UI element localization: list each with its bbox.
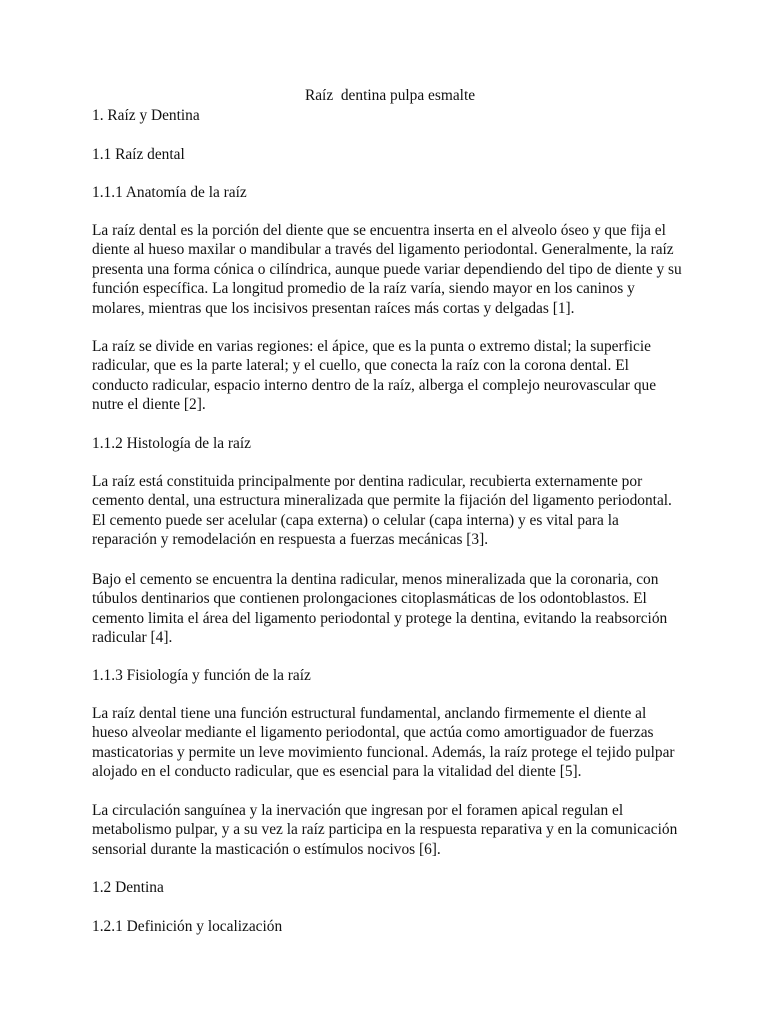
heading-definicion-y-localizacion: 1.2.1 Definición y localización xyxy=(92,918,283,935)
paragraph-fisiologia-2: La circulación sanguínea y la inervación que ingresan por el foramen apical regulan el metabolismo pulpar, y a su vez la raíz participa en la respuesta reparativa y en la comunicación sensorial durante la masticación o estímulos nocivos [6]. xyxy=(92,802,678,858)
paragraph-anatomia-1: La raíz dental es la porción del diente que se encuentra inserta en el alveolo óseo y que fija el diente al hueso maxilar o mandibular a través del ligamento periodontal. Generalmente, la raíz presenta una forma cónica o cilíndrica, aunque puede variar dependiendo del tipo de diente y su función específica. La longitud promedio de la raíz varía, siendo mayor en los caninos y molares, mientras que los incisivos presentan raíces más cortas y delgadas [1]. xyxy=(92,222,682,317)
document-title: Raíz dentina pulpa esmalte xyxy=(304,87,476,104)
heading-dentina: 1.2 Dentina xyxy=(92,879,164,896)
heading-raiz-y-dentina: 1. Raíz y Dentina xyxy=(92,107,200,124)
paragraph-histologia-1: La raíz está constituida principalmente por dentina radicular, recubierta externamente por cemento dental, una estructura mineralizada que permite la fijación del ligamento periodontal. El cemento puede ser acelular (capa externa) o celular (capa interna) y es vital para la reparación y remodelación en respuesta a fuerzas mecánicas [3]. xyxy=(92,473,672,549)
paragraph-anatomia-2: La raíz se divide en varias regiones: el ápice, que es la punta o extremo distal; la superficie radicular, que es la parte lateral; y el cuello, que conecta la raíz con la corona dental. El conducto radicular, espacio interno dentro de la raíz, alberga el complejo neurovascular que nutre el diente [2]. xyxy=(92,338,657,414)
paragraph-histologia-2: Bajo el cemento se encuentra la dentina radicular, menos mineralizada que la coronaria, con túbulos dentinarios que contienen prolongaciones citoplasmáticas de los odontoblastos. El cemento limita el área del ligamento periodontal y protege la dentina, evitando la reabsorción radicular [4]. xyxy=(92,571,668,647)
heading-anatomia-de-la-raiz: 1.1.1 Anatomía de la raíz xyxy=(92,184,247,201)
paragraph-fisiologia-1: La raíz dental tiene una función estructural fundamental, anclando firmemente el diente al hueso alveolar mediante el ligamento periodontal, que actúa como amortiguador de fuerzas masticatorias y permite un leve movimiento funcional. Además, la raíz protege el tejido pulpar alojado en el conducto radicular, que es esencial para la vitalidad del diente [5]. xyxy=(92,705,675,781)
heading-fisiologia-y-funcion: 1.1.3 Fisiología y función de la raíz xyxy=(92,667,311,684)
heading-histologia-de-la-raiz: 1.1.2 Histología de la raíz xyxy=(92,435,251,452)
heading-raiz-dental: 1.1 Raíz dental xyxy=(92,146,185,163)
